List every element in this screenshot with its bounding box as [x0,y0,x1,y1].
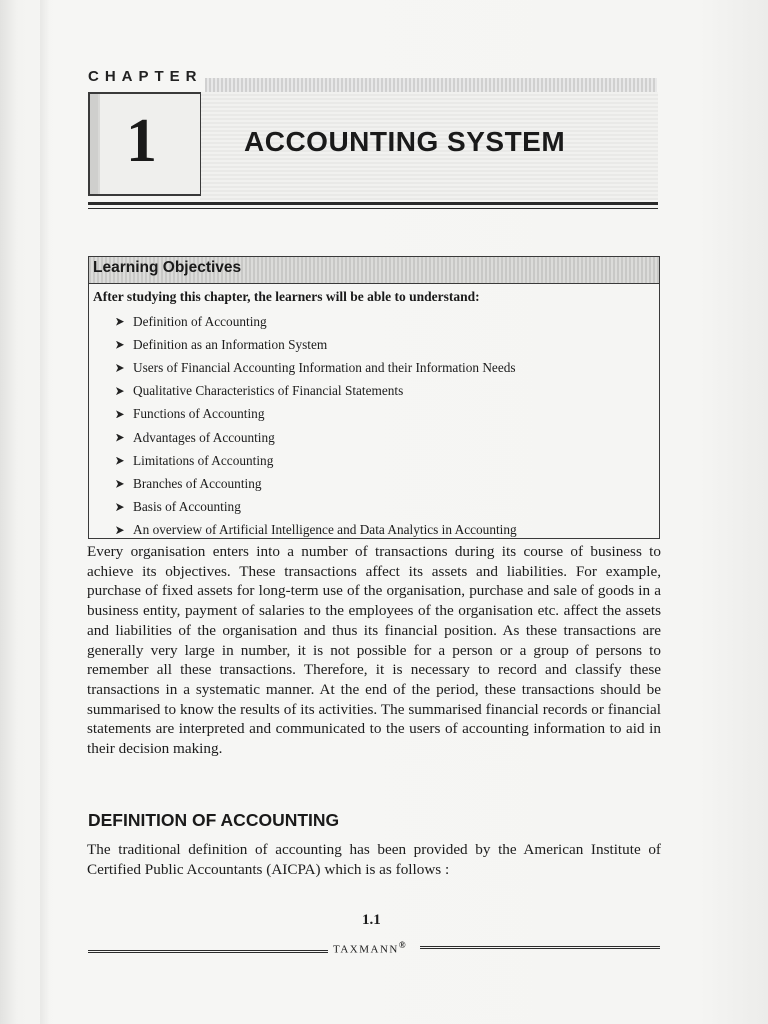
arrow-bullet-icon [116,318,124,326]
list-item-text: Basis of Accounting [133,499,241,515]
list-item [116,449,517,472]
list-item [116,333,517,356]
arrow-bullet-icon [116,457,124,465]
chapter-label: CHAPTER [88,68,203,85]
list-item-text: Advantages of Accounting [133,429,275,445]
section-paragraph: The traditional definition of accounting has been provided by the American Institute of Certified Public Accountants (AICPA) which is as follows : [87,841,661,878]
list-item-text: Qualitative Characteristics of Financial Statements [133,383,404,399]
list-item-text: Users of Financial Accounting Information and their Information Needs [133,359,516,375]
list-item [116,380,517,403]
list-item [116,310,517,333]
list-item-text: Limitations of Accounting [133,452,274,468]
arrow-bullet-icon [116,526,124,534]
arrow-bullet-icon [116,434,124,442]
list-item [116,519,517,542]
list-item [116,496,517,519]
arrow-bullet-icon [116,364,124,372]
intro-paragraph: Every organisation enters into a number of transactions during its course of business to achieve its objectives. These transactions affect its assets and liabilities. For example, purchase of fixed assets for long-term use of the organisation, purchase and sale of goods in a business entity, payment of salaries to the employees of the organisation etc. affect the assets and liabilities of the organisation and thus its financial position. As these transactions are generally very large in number, it is not possible for a person or a group of persons to remember all these transactions. Therefore, it is necessary to record and classify these transactions in a systematic manner. At the end of the period, these transactions should be summarised to know the results of its activities. The summarised financial records or financial statements are interpreted and communicated to the users of accounting information to aid in their decision making. [87,543,661,758]
chapter-title: ACCOUNTING SYSTEM [244,126,566,157]
arrow-bullet-icon [116,410,124,418]
learning-objectives-intro: After studying this chapter, the learners will be able to understand: [93,289,480,304]
registered-mark-icon: ® [398,940,408,950]
list-item [116,403,517,426]
header-decorative-band [205,78,657,92]
header-rule-thick [88,202,658,205]
learning-objectives-box [88,256,660,539]
header-rule-thin [88,208,658,209]
list-item [116,356,517,379]
list-item [116,426,517,449]
list-item-text: Definition of Accounting [133,313,267,329]
learning-objectives-header [89,257,659,284]
footer-rule-right [420,946,660,949]
list-item-text: Functions of Accounting [133,406,265,422]
learning-objectives-heading: Learning Objectives [93,259,242,276]
learning-objectives-list [116,310,517,542]
footer-brand [333,940,407,956]
arrow-bullet-icon [116,503,124,511]
page-number: 1.1 [362,912,381,928]
list-item [116,472,517,495]
chapter-number: 1 [126,107,157,175]
list-item-text: Definition as an Information System [133,336,328,352]
page-spine-shadow [40,0,50,1024]
list-item-text: Branches of Accounting [133,475,262,491]
list-item-text: An overview of Artificial Intelligence and Data Analytics in Accounting [133,522,517,538]
footer-rule-left [88,950,328,953]
footer-brand-name: TAXMANN [333,943,399,956]
arrow-bullet-icon [116,341,124,349]
section-heading: DEFINITION OF ACCOUNTING [88,810,340,830]
arrow-bullet-icon [116,480,124,488]
arrow-bullet-icon [116,387,124,395]
